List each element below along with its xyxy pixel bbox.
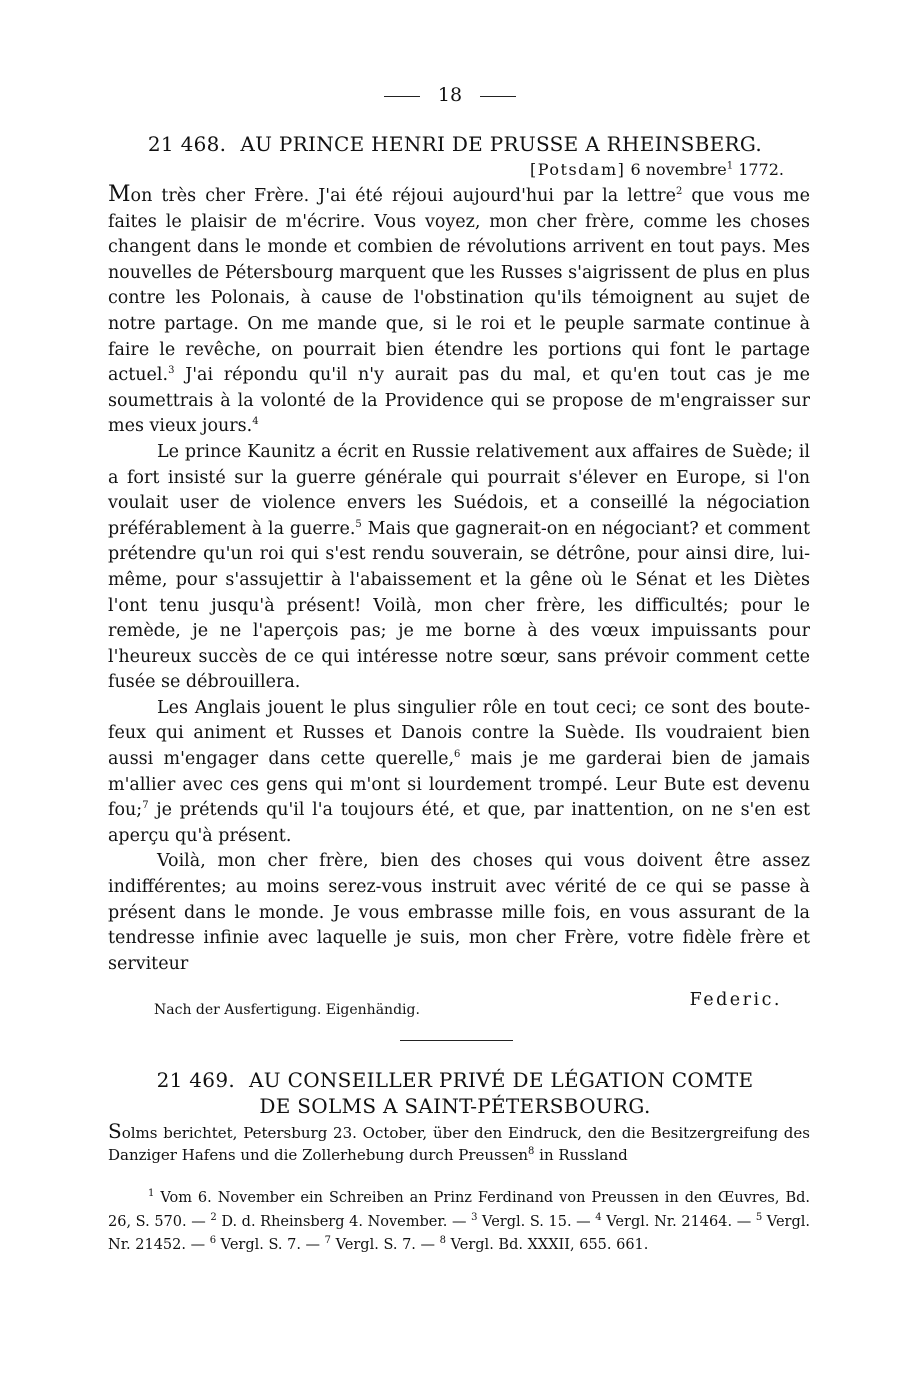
footnote-text: D. d. Rheinsberg 4. November. — <box>216 1213 472 1230</box>
page-number: 18 <box>437 84 463 106</box>
footnote-ref: 4 <box>252 416 259 428</box>
paragraph-4 <box>108 849 810 977</box>
letter-2-number: 21 469. <box>156 1068 236 1092</box>
footnote-text: Vergl. S. 15. — <box>477 1213 596 1230</box>
paragraph-text: Le prince Kaunitz a écrit en Russie relativement aux affaires de Suède; il a fort insisté sur la guerre générale qui pourrait s'élever en Europe, si l'on voulait user de violence envers les Suédois, et a conseillé la négociation préférablement à la guerre. <box>108 441 810 539</box>
footnote-marker: 3 <box>471 1211 478 1223</box>
letter-2-heading <box>120 1067 790 1119</box>
footnote-ref: 2 <box>675 186 683 198</box>
paragraph-text: Les Anglais jouent le plus singulier rôle en tout ceci; ce sont des boute-feux qui animent et Russes et Danois contre la Suède. Ils voudraient bien aussi m'engager dans cette querelle, <box>108 697 810 770</box>
letter-2-title: AU CONSEILLER PRIVÉ DE LÉGATION COMTE <box>249 1068 754 1092</box>
header-rule-right <box>480 96 516 97</box>
date-footnote-ref: 1 <box>726 160 734 172</box>
footnote-ref: 8 <box>528 1146 535 1157</box>
summary-text: in Russland <box>534 1146 628 1164</box>
footnote-marker: 7 <box>324 1235 332 1247</box>
paragraph-text: J'ai répondu qu'il n'y aurait pas du mal, et qu'en tout cas je me soumettrais à la volonté de la Providence qui se propose de m'engraisser sur mes vieux jours. <box>108 365 810 437</box>
date-year: 1772. <box>738 160 784 179</box>
footnote-text: Vergl. Nr. 21452. — <box>108 1213 810 1253</box>
letter-1-body <box>108 182 810 977</box>
summary-text: Solms berichtet, Petersburg 23. October, über den Eindruck, den die Besitzergreifung des Danziger Hafens und die Zollerhebung durch Preussen <box>108 1119 810 1164</box>
paragraph-text: Mon très cher Frère. J'ai été réjoui aujourd'hui par la lettre <box>108 182 676 207</box>
paragraph-2 <box>108 440 810 696</box>
footnote-text: Vom 6. November ein Schreiben an Prinz Ferdinand von Preussen in den Œuvres, Bd. 26, S. 570. — <box>108 1190 810 1230</box>
footnote-marker: 5 <box>755 1211 763 1223</box>
source-note: Nach der Ausfertigung. Eigenhändig. <box>154 1002 420 1018</box>
letter-1-heading <box>120 132 790 156</box>
paragraph-3 <box>108 696 810 850</box>
footnote-text: Vergl. S. 7. — <box>331 1237 440 1253</box>
footnote-ref: 6 <box>454 749 461 761</box>
page-number-header <box>0 84 900 106</box>
date-text: 6 novembre <box>630 160 727 179</box>
letter-2-summary <box>108 1120 810 1166</box>
letter-1-title: AU PRINCE HENRI DE PRUSSE A RHEINSBERG. <box>240 132 763 156</box>
letter-2-title-line-1 <box>120 1067 790 1093</box>
signature: Federic. <box>689 990 782 1010</box>
footnote-text: Vergl. Bd. XXXII, 655. 661. <box>446 1237 649 1253</box>
footnote-marker: 4 <box>595 1211 602 1223</box>
footnote-marker: 6 <box>209 1235 217 1247</box>
footnote-ref: 7 <box>142 800 149 812</box>
section-divider <box>400 1040 513 1041</box>
footnotes <box>108 1187 810 1258</box>
paragraph-text: mais je me garderai bien de jamais m'allier avec ces gens qui m'ont si lourdement trompé. Leur Bute est devenu fou; <box>108 749 810 821</box>
footnote-ref: 5 <box>355 518 362 530</box>
date-place: [Potsdam] <box>530 160 626 179</box>
letter-2-title-line-2: DE SOLMS A SAINT-PÉTERSBOURG. <box>259 1094 651 1118</box>
footnote-ref: 3 <box>168 365 175 377</box>
footnote-marker: 2 <box>210 1211 217 1223</box>
paragraph-1 <box>108 182 810 440</box>
footnotes-block <box>108 1187 810 1258</box>
paragraph-text: Mais que gagnerait-on en négociant? et comment prétendre qu'un roi qui s'est rendu souverain, se détrône, pour ainsi dire, lui-même, pour s'assujettir à l'abaissement et la gêne où le Sénat et les Diètes l'ont tenu jusqu'à présent! Voilà, mon cher frère, les difficultés; pour le remède, je ne l'aperçois pas; je me borne à des vœux impuissants pour l'heureux succès de ce qui intéresse notre sœur, sans prévoir comment cette fusée se débrouillera. <box>108 518 810 693</box>
footnote-text: Vergl. S. 7. — <box>216 1237 325 1253</box>
paragraph-text: que vous me faites le plaisir de m'écrire. Vous voyez, mon cher frère, comme les choses changent dans le monde et combien de révolutions arrivent en tout pays. Mes nouvelles de Pétersbourg marquent que les Russes s'aigrissent de plus en plus contre les Polonais, à cause de l'obstination qu'ils témoignent au sujet de notre partage. On me mande que, si le roi et le peuple sarmate continue à faire le revêche, on pourrait bien étendre les portions qui font le partage actuel. <box>108 186 810 386</box>
footnote-text: Vergl. Nr. 21464. — <box>601 1213 756 1230</box>
header-rule-left <box>384 96 420 97</box>
footnote-marker: 8 <box>439 1235 447 1247</box>
letter-1-dateline <box>530 160 784 179</box>
letter-1-number: 21 468. <box>147 132 227 156</box>
paragraph-text: Voilà, mon cher frère, bien des choses qui vous doivent être assez indifférentes; au moins serez-vous instruit avec vérité de ce qui se passe à présent dans le monde. Je vous embrasse mille fois, en vous assurant de la tendresse infinie avec laquelle je suis, mon cher Frère, votre fidèle frère et serviteur <box>108 851 810 974</box>
footnote-marker: 1 <box>148 1188 155 1200</box>
paragraph-text: je prétends qu'il l'a toujours été, et que, par inattention, on ne s'en est aperçu qu'à présent. <box>108 800 810 846</box>
